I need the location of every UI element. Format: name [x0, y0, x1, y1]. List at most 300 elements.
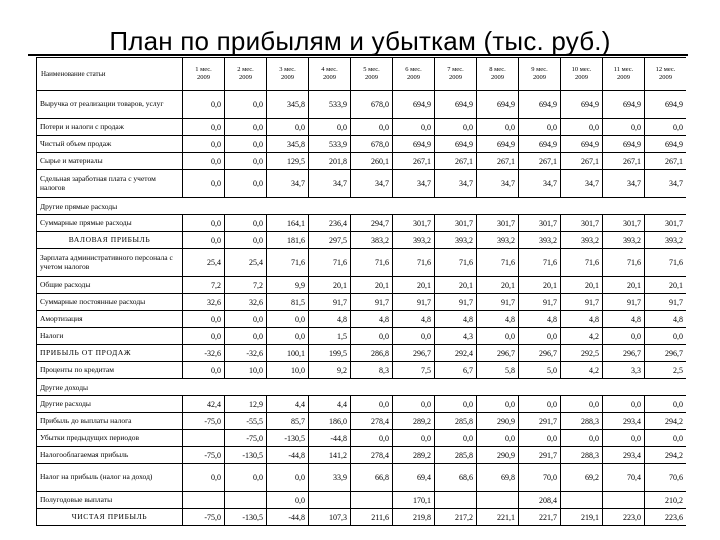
row-label: Амортизация: [37, 311, 183, 328]
value-cell: 0,0: [645, 119, 687, 136]
month-label: 11 мес.: [613, 66, 634, 73]
value-cell: 296,7: [603, 345, 645, 362]
value-cell: 0,0: [393, 396, 435, 413]
value-cell: 141,2: [309, 447, 351, 464]
value-cell: 4,8: [519, 311, 561, 328]
value-cell: 694,9: [603, 91, 645, 119]
year-label: 2009: [449, 74, 462, 81]
value-cell: 533,9: [309, 91, 351, 119]
value-cell: -130,5: [225, 447, 267, 464]
month-label: 1 мес.: [195, 66, 212, 73]
value-cell: 301,7: [477, 215, 519, 232]
value-cell: 0,0: [183, 153, 225, 170]
value-cell: 301,7: [519, 215, 561, 232]
row-label: Полугодовые выплаты: [37, 492, 183, 509]
value-cell: 223,6: [645, 509, 687, 526]
value-cell: 219,1: [561, 509, 603, 526]
table-row: [37, 311, 687, 328]
value-cell: 0,0: [225, 119, 267, 136]
value-cell: 20,1: [309, 277, 351, 294]
value-cell: 393,2: [477, 232, 519, 249]
value-cell: 533,9: [309, 136, 351, 153]
value-cell: 34,7: [393, 170, 435, 198]
value-cell: 694,9: [435, 136, 477, 153]
value-cell: 91,7: [477, 294, 519, 311]
column-header-month: [183, 58, 225, 91]
value-cell: 0,0: [519, 430, 561, 447]
value-cell: 91,7: [603, 294, 645, 311]
value-cell: 0,0: [225, 311, 267, 328]
value-cell: 4,2: [561, 362, 603, 379]
value-cell: -75,0: [183, 413, 225, 430]
value-cell: 0,0: [183, 464, 225, 492]
value-cell: 71,6: [267, 249, 309, 277]
value-cell: 290,9: [477, 413, 519, 430]
value-cell: 4,8: [561, 311, 603, 328]
value-cell: 12,9: [225, 396, 267, 413]
value-cell: 10,0: [267, 362, 309, 379]
row-label: Налог на прибыль (налог на доход): [37, 464, 183, 492]
table-row: [37, 464, 687, 492]
value-cell: 208,4: [519, 492, 561, 509]
year-label: 2009: [197, 74, 210, 81]
year-label: 2009: [617, 74, 630, 81]
value-cell: 221,7: [519, 509, 561, 526]
value-cell: 0,0: [603, 328, 645, 345]
value-cell: 0,0: [225, 153, 267, 170]
value-cell: 0,0: [519, 396, 561, 413]
value-cell: 286,8: [351, 345, 393, 362]
value-cell: 223,0: [603, 509, 645, 526]
value-cell: 5,8: [477, 362, 519, 379]
column-header-month: [561, 58, 603, 91]
value-cell: 0,0: [435, 119, 477, 136]
value-cell: 393,2: [393, 232, 435, 249]
value-cell: 0,0: [477, 430, 519, 447]
value-cell: 294,7: [351, 215, 393, 232]
value-cell: 71,6: [645, 249, 687, 277]
value-cell: 296,7: [519, 345, 561, 362]
value-cell: 20,1: [477, 277, 519, 294]
value-cell: 4,8: [393, 311, 435, 328]
value-cell: 0,0: [645, 328, 687, 345]
month-label: 3 мес.: [279, 66, 296, 73]
table-row: [37, 170, 687, 198]
value-cell: 288,3: [561, 447, 603, 464]
value-cell: 0,0: [183, 136, 225, 153]
value-cell: 129,5: [267, 153, 309, 170]
value-cell: 0,0: [477, 119, 519, 136]
value-cell: 0,0: [519, 119, 561, 136]
value-cell: -44,8: [309, 430, 351, 447]
row-label: Потери и налоги с продаж: [37, 119, 183, 136]
column-header-month: [519, 58, 561, 91]
value-cell: 293,4: [603, 413, 645, 430]
value-cell: 4,8: [645, 311, 687, 328]
value-cell: 0,0: [561, 396, 603, 413]
value-cell: [351, 492, 393, 509]
value-cell: 0,0: [183, 232, 225, 249]
value-cell: -75,0: [183, 509, 225, 526]
row-label: Сырье и материалы: [37, 153, 183, 170]
value-cell: 694,9: [561, 91, 603, 119]
year-label: 2009: [365, 74, 378, 81]
value-cell: 34,7: [519, 170, 561, 198]
table-row: [37, 413, 687, 430]
value-cell: 34,7: [435, 170, 477, 198]
value-cell: -44,8: [267, 447, 309, 464]
row-label: Чистый объем продаж: [37, 136, 183, 153]
year-label: 2009: [575, 74, 588, 81]
value-cell: 383,2: [351, 232, 393, 249]
value-cell: 289,2: [393, 447, 435, 464]
month-label: 4 мес.: [321, 66, 338, 73]
value-cell: 4,8: [603, 311, 645, 328]
value-cell: 301,7: [435, 215, 477, 232]
value-cell: 34,7: [645, 170, 687, 198]
year-label: 2009: [491, 74, 504, 81]
value-cell: 296,7: [393, 345, 435, 362]
value-cell: 221,1: [477, 509, 519, 526]
value-cell: 0,0: [435, 430, 477, 447]
month-label: 6 мес.: [405, 66, 422, 73]
value-cell: 42,4: [183, 396, 225, 413]
value-cell: [183, 430, 225, 447]
value-cell: 164,1: [267, 215, 309, 232]
row-label: Прибыль до выплаты налога: [37, 413, 183, 430]
value-cell: 267,1: [603, 153, 645, 170]
value-cell: 285,8: [435, 447, 477, 464]
column-header-month: [477, 58, 519, 91]
value-cell: 8,3: [351, 362, 393, 379]
year-label: 2009: [533, 74, 546, 81]
value-cell: 4,3: [435, 328, 477, 345]
value-cell: 34,7: [561, 170, 603, 198]
table-row: [37, 379, 687, 396]
column-header-month: [393, 58, 435, 91]
column-header-month: [309, 58, 351, 91]
value-cell: 0,0: [561, 119, 603, 136]
value-cell: 694,9: [603, 136, 645, 153]
profit-loss-table: [36, 57, 686, 526]
value-cell: 69,4: [393, 464, 435, 492]
value-cell: 68,6: [435, 464, 477, 492]
value-cell: 20,1: [351, 277, 393, 294]
value-cell: [183, 492, 225, 509]
value-cell: 297,5: [309, 232, 351, 249]
table-row: [37, 136, 687, 153]
row-label: Убытки предыдущих периодов: [37, 430, 183, 447]
row-label: Проценты по кредитам: [37, 362, 183, 379]
table-row: [37, 215, 687, 232]
pl-table-container: [36, 57, 686, 540]
value-cell: 301,7: [393, 215, 435, 232]
value-cell: 0,0: [393, 430, 435, 447]
table-row: [37, 91, 687, 119]
value-cell: 694,9: [519, 136, 561, 153]
value-cell: 267,1: [435, 153, 477, 170]
value-cell: 0,0: [225, 136, 267, 153]
value-cell: 211,6: [351, 509, 393, 526]
value-cell: 694,9: [519, 91, 561, 119]
value-cell: 4,4: [309, 396, 351, 413]
value-cell: 288,3: [561, 413, 603, 430]
value-cell: 25,4: [225, 249, 267, 277]
value-cell: 7,2: [225, 277, 267, 294]
table-row: [37, 294, 687, 311]
value-cell: 294,2: [645, 413, 687, 430]
column-header-month: [351, 58, 393, 91]
value-cell: 0,0: [267, 328, 309, 345]
row-label: ВАЛОВАЯ ПРИБЫЛЬ: [37, 232, 183, 249]
value-cell: 85,7: [267, 413, 309, 430]
column-header-name: Наименование статьи: [37, 58, 183, 91]
table-row: [37, 396, 687, 413]
value-cell: 219,8: [393, 509, 435, 526]
table-row: [37, 232, 687, 249]
value-cell: 70,0: [519, 464, 561, 492]
value-cell: 0,0: [183, 119, 225, 136]
month-label: 2 мес.: [237, 66, 254, 73]
value-cell: 291,7: [519, 447, 561, 464]
column-header-month: [645, 58, 687, 91]
value-cell: 91,7: [645, 294, 687, 311]
table-row: [37, 328, 687, 345]
value-cell: 71,6: [351, 249, 393, 277]
value-cell: 694,9: [393, 91, 435, 119]
row-label: Суммарные прямые расходы: [37, 215, 183, 232]
value-cell: 199,5: [309, 345, 351, 362]
value-cell: 694,9: [645, 136, 687, 153]
column-header-month: [267, 58, 309, 91]
value-cell: 0,0: [477, 328, 519, 345]
value-cell: 71,6: [435, 249, 477, 277]
value-cell: [603, 492, 645, 509]
value-cell: 81,5: [267, 294, 309, 311]
value-cell: 70,4: [603, 464, 645, 492]
month-label: 10 мес.: [571, 66, 592, 73]
value-cell: 293,4: [603, 447, 645, 464]
value-cell: 34,7: [351, 170, 393, 198]
value-cell: -55,5: [225, 413, 267, 430]
value-cell: 4,8: [435, 311, 477, 328]
value-cell: -75,0: [225, 430, 267, 447]
value-cell: 267,1: [561, 153, 603, 170]
value-cell: 0,0: [267, 464, 309, 492]
table-row: [37, 509, 687, 526]
value-cell: 345,8: [267, 91, 309, 119]
value-cell: 34,7: [477, 170, 519, 198]
value-cell: 292,5: [561, 345, 603, 362]
value-cell: 0,0: [183, 91, 225, 119]
value-cell: 301,7: [561, 215, 603, 232]
value-cell: 0,0: [183, 215, 225, 232]
value-cell: 20,1: [435, 277, 477, 294]
value-cell: 694,9: [645, 91, 687, 119]
row-label: Другие прямые расходы: [37, 198, 687, 215]
table-row: [37, 119, 687, 136]
value-cell: 91,7: [393, 294, 435, 311]
value-cell: 0,0: [183, 328, 225, 345]
table-row: [37, 430, 687, 447]
value-cell: 20,1: [561, 277, 603, 294]
value-cell: [225, 492, 267, 509]
value-cell: 91,7: [519, 294, 561, 311]
value-cell: 694,9: [477, 136, 519, 153]
value-cell: -44,8: [267, 509, 309, 526]
value-cell: 236,4: [309, 215, 351, 232]
title-divider: [28, 54, 688, 56]
month-label: 7 мес.: [447, 66, 464, 73]
value-cell: 71,6: [309, 249, 351, 277]
year-label: 2009: [281, 74, 294, 81]
row-label: Другие расходы: [37, 396, 183, 413]
row-label: Другие доходы: [37, 379, 687, 396]
value-cell: 69,8: [477, 464, 519, 492]
column-header-month: [435, 58, 477, 91]
value-cell: -130,5: [225, 509, 267, 526]
value-cell: 66,8: [351, 464, 393, 492]
value-cell: 71,6: [477, 249, 519, 277]
value-cell: -130,5: [267, 430, 309, 447]
row-label: ЧИСТАЯ ПРИБЫЛЬ: [37, 509, 183, 526]
value-cell: 694,9: [435, 91, 477, 119]
value-cell: 0,0: [645, 430, 687, 447]
table-row: [37, 249, 687, 277]
value-cell: 0,0: [603, 396, 645, 413]
value-cell: 71,6: [561, 249, 603, 277]
value-cell: 260,1: [351, 153, 393, 170]
value-cell: 0,0: [225, 215, 267, 232]
row-label: Налоги: [37, 328, 183, 345]
row-label: Зарплата административного персонала с учетом налогов: [37, 249, 183, 277]
value-cell: 107,3: [309, 509, 351, 526]
table-header-row: [37, 58, 687, 91]
value-cell: 694,9: [477, 91, 519, 119]
value-cell: 393,2: [603, 232, 645, 249]
value-cell: [561, 492, 603, 509]
value-cell: 296,7: [477, 345, 519, 362]
value-cell: 6,7: [435, 362, 477, 379]
value-cell: 20,1: [519, 277, 561, 294]
value-cell: 201,8: [309, 153, 351, 170]
value-cell: 2,5: [645, 362, 687, 379]
value-cell: 0,0: [351, 119, 393, 136]
value-cell: 71,6: [519, 249, 561, 277]
value-cell: 10,0: [225, 362, 267, 379]
value-cell: 393,2: [519, 232, 561, 249]
value-cell: 292,4: [435, 345, 477, 362]
value-cell: 33,9: [309, 464, 351, 492]
month-label: 8 мес.: [489, 66, 506, 73]
value-cell: 170,1: [393, 492, 435, 509]
value-cell: 0,0: [393, 328, 435, 345]
table-row: [37, 277, 687, 294]
value-cell: 290,9: [477, 447, 519, 464]
value-cell: 0,0: [267, 119, 309, 136]
value-cell: 3,3: [603, 362, 645, 379]
value-cell: 20,1: [603, 277, 645, 294]
value-cell: 70,6: [645, 464, 687, 492]
value-cell: 0,0: [435, 396, 477, 413]
row-label: Общие расходы: [37, 277, 183, 294]
row-label: Суммарные постоянные расходы: [37, 294, 183, 311]
value-cell: 296,7: [645, 345, 687, 362]
slide-title: План по прибылям и убыткам (тыс. руб.): [109, 26, 611, 56]
row-label: ПРИБЫЛЬ ОТ ПРОДАЖ: [37, 345, 183, 362]
value-cell: 694,9: [393, 136, 435, 153]
value-cell: 267,1: [645, 153, 687, 170]
value-cell: [435, 492, 477, 509]
value-cell: 0,0: [393, 119, 435, 136]
value-cell: 678,0: [351, 91, 393, 119]
value-cell: 301,7: [645, 215, 687, 232]
table-row: [37, 492, 687, 509]
row-label: Выручка от реализации товаров, услуг: [37, 91, 183, 119]
value-cell: 4,8: [477, 311, 519, 328]
value-cell: 0,0: [225, 232, 267, 249]
month-label: 12 мес.: [655, 66, 676, 73]
value-cell: 91,7: [309, 294, 351, 311]
value-cell: 345,8: [267, 136, 309, 153]
value-cell: 217,2: [435, 509, 477, 526]
value-cell: 0,0: [309, 119, 351, 136]
value-cell: 0,0: [183, 362, 225, 379]
column-header-month: [603, 58, 645, 91]
value-cell: 285,8: [435, 413, 477, 430]
value-cell: 0,0: [351, 430, 393, 447]
value-cell: 9,9: [267, 277, 309, 294]
value-cell: 393,2: [645, 232, 687, 249]
value-cell: 71,6: [603, 249, 645, 277]
value-cell: [477, 492, 519, 509]
value-cell: 0,0: [225, 464, 267, 492]
value-cell: 4,8: [351, 311, 393, 328]
value-cell: [309, 492, 351, 509]
table-row: [37, 447, 687, 464]
value-cell: -32,6: [225, 345, 267, 362]
value-cell: 69,2: [561, 464, 603, 492]
value-cell: 0,0: [603, 430, 645, 447]
value-cell: 25,4: [183, 249, 225, 277]
value-cell: 34,7: [603, 170, 645, 198]
value-cell: 5,0: [519, 362, 561, 379]
value-cell: 0,0: [645, 396, 687, 413]
value-cell: 0,0: [225, 170, 267, 198]
value-cell: 32,6: [225, 294, 267, 311]
value-cell: 34,7: [309, 170, 351, 198]
value-cell: 100,1: [267, 345, 309, 362]
table-body: [37, 91, 687, 526]
value-cell: 4,2: [561, 328, 603, 345]
value-cell: 7,5: [393, 362, 435, 379]
value-cell: 0,0: [225, 91, 267, 119]
value-cell: 0,0: [225, 328, 267, 345]
month-label: 5 мес.: [363, 66, 380, 73]
value-cell: 181,6: [267, 232, 309, 249]
year-label: 2009: [323, 74, 336, 81]
value-cell: 210,2: [645, 492, 687, 509]
year-label: 2009: [659, 74, 672, 81]
value-cell: 0,0: [267, 492, 309, 509]
value-cell: 694,9: [561, 136, 603, 153]
value-cell: 71,6: [393, 249, 435, 277]
value-cell: 0,0: [351, 396, 393, 413]
table-row: [37, 153, 687, 170]
table-row: [37, 362, 687, 379]
column-header-month: [225, 58, 267, 91]
value-cell: 91,7: [351, 294, 393, 311]
